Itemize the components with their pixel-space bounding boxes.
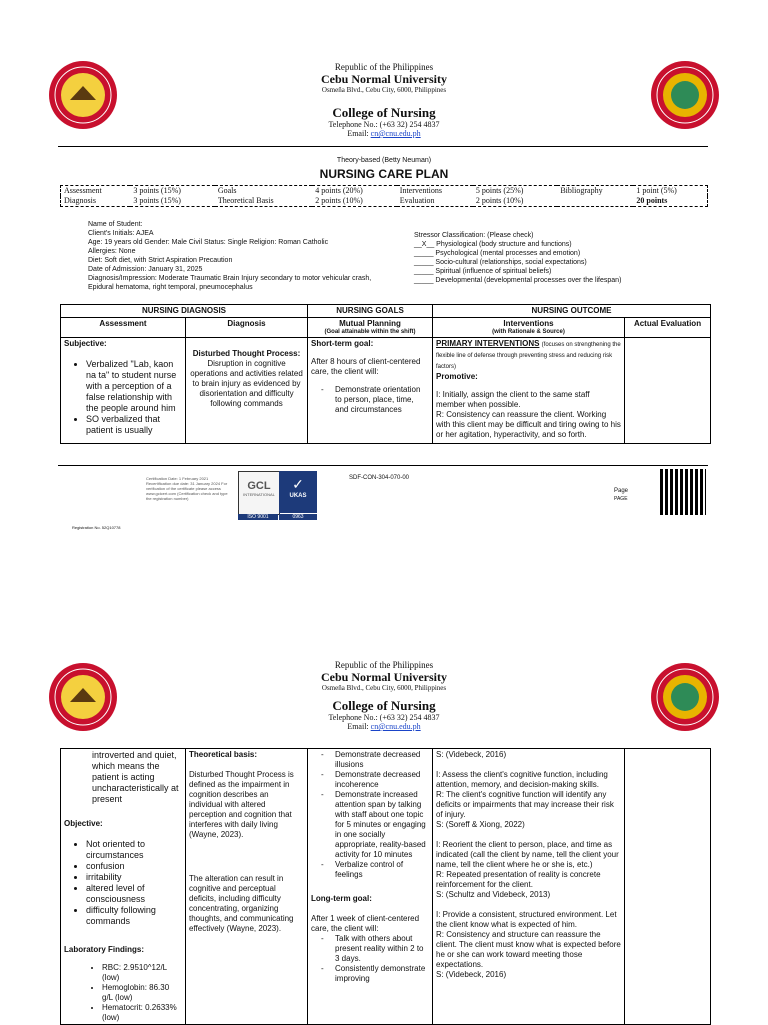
document-code: SDF-CON-304-070-00	[349, 475, 410, 481]
intervention-item: I: Initially, assign the client to the same staff member when possible.	[436, 390, 590, 409]
footer-divider	[58, 465, 708, 466]
email-label: Email:	[347, 722, 369, 731]
email-label: Email:	[347, 129, 369, 138]
points-cell: 2 points (10%)	[475, 196, 524, 205]
points-cell: 3 points (15%)	[133, 186, 181, 195]
diagnosis-text: Disruption in cognitive operations and activities related to brain injury as evidenced by disorientation and difficulty following commands	[190, 359, 303, 408]
col-interventions	[433, 318, 625, 338]
points-total: 20 points	[636, 196, 668, 205]
long-term-text: After 1 week of client-centered care, the client will:	[311, 914, 420, 933]
qr-code-icon	[660, 469, 706, 515]
lab-item: • Hemoglobin: 86.30 g/L (low)	[102, 983, 182, 1003]
ukas-number: 0963	[279, 514, 317, 520]
stressor-item: _____ Spiritual (influence of spiritual beliefs)	[414, 268, 552, 275]
goal-item: - Demonstrate increased attention span by talking with staff about one topic for 5 minutes or engaging in one socially appropriate, reality-based activity for 10 minutes	[335, 790, 429, 860]
points-cell: Theoretical Basis	[217, 196, 274, 205]
source-item: S: (Videbeck, 2016)	[436, 750, 507, 759]
email-line	[0, 129, 768, 138]
theoretical-basis-text: Disturbed Thought Process is defined as the impairment in cognition describes an individual with altered perception and cognition that interferes with daily living (Wayne, 2023).	[189, 770, 294, 839]
group-header-goals: NURSING GOALS	[308, 305, 433, 318]
stressor-item: _____ Developmental (developmental processes over the lifespan)	[414, 277, 622, 284]
assessment-continued: introverted and quiet, which means the patient is acting uncharacteristically at present	[92, 750, 179, 804]
points-cell: Interventions	[399, 186, 442, 195]
telephone: Telephone No.: (+63 32) 254 4837	[328, 713, 440, 722]
goal-item: - Demonstrate decreased illusions	[335, 750, 429, 770]
client-info	[88, 220, 418, 292]
points-cell	[557, 196, 633, 207]
rationale-item: R: The client's cognitive function will identify any deficits or impairments that may increase their risk of injury.	[436, 790, 614, 819]
objective-item: • altered level of consciousness	[86, 883, 182, 905]
university-address: Osmeña Blvd., Cebu City, 6000, Philippines	[321, 86, 447, 94]
goals-cell	[308, 338, 433, 444]
client-line: Age: 19 years old Gender: Male Civil Status: Single Religion: Roman Catholic	[88, 239, 329, 246]
gcl-logo	[238, 471, 280, 515]
points-table	[60, 185, 708, 207]
client-line: Date of Admission: January 31, 2025	[88, 266, 203, 273]
ukas-logo	[279, 471, 317, 513]
points-cell: Assessment	[64, 186, 102, 195]
college-name: College of Nursing	[332, 698, 436, 713]
client-line: Client's Initials: AJEA	[88, 230, 154, 237]
university-name: Cebu Normal University	[321, 670, 447, 684]
lab-item: • Hematocrit: 0.2633% (low)	[102, 1003, 182, 1023]
certification-text: Certification Date: 1 February 2021 Recertification due date: 31 January 2024 For verification of the certificate please access www.gcicert.com (Certification check and type the registration number)	[146, 476, 228, 501]
university-name: Cebu Normal University	[321, 72, 447, 86]
col-diagnosis: Diagnosis	[186, 318, 308, 338]
stressor-item: __X__ Physiological (body structure and functions)	[414, 241, 572, 248]
email-link[interactable]: cn@cnu.edu.ph	[370, 722, 421, 731]
client-line: Epidural hematoma, right temporal, pneumocephalus	[88, 284, 253, 291]
university-address: Osmeña Blvd., Cebu City, 6000, Philippines	[321, 684, 447, 692]
email-link[interactable]: cn@cnu.edu.ph	[370, 129, 421, 138]
long-term-label: Long-term goal:	[311, 894, 372, 903]
page-label: Page	[614, 488, 629, 494]
group-header-diagnosis: NURSING DIAGNOSIS	[61, 305, 308, 318]
short-term-text: After 8 hours of client-centered care, the client will:	[311, 357, 421, 376]
interventions-label: Interventions	[503, 319, 554, 328]
intervention-item: I: Reorient the client to person, place, and time as indicated (call the client by name, tell the client your name, tell the client where he or she is, etc.)	[436, 840, 619, 869]
republic-line: Republic of the Philippines	[334, 62, 434, 72]
interventions-note: (with Rationale & Source)	[492, 329, 565, 335]
points-cell: 1 point (5%)	[636, 186, 677, 195]
theoretical-basis-label: Theoretical basis:	[189, 750, 258, 759]
points-cell: 5 points (25%)	[475, 186, 524, 195]
care-plan-table-page1	[60, 304, 711, 444]
ukas-logo-text: UKAS	[289, 493, 307, 499]
subjective-item: • Verbalized "Lab, kaon na ta" to student nurse with a perception of a false relationship with the people around him	[86, 359, 182, 414]
primary-interventions-note: (focuses on strengthening the flexible line of defense through preventing stress and reducing risk factors)	[436, 342, 621, 370]
group-header-outcome: NURSING OUTCOME	[433, 305, 711, 318]
short-term-item: - Demonstrate orientation to person, place, time, and circumstances	[335, 385, 429, 415]
col-actual-evaluation: Actual Evaluation	[625, 318, 711, 338]
points-cell: Bibliography	[560, 186, 603, 195]
interventions-cell	[433, 749, 625, 1025]
promotive-label: Promotive:	[436, 372, 478, 381]
rationale-item: R: Consistency can reassure the client. Working with this client may be difficult and tiring owing to his or her agitation, hyperactivity, and so forth.	[436, 410, 621, 439]
source-item: S: (Videbeck, 2016)	[436, 970, 507, 979]
assessment-cell	[61, 749, 186, 1025]
objective-item: • irritability	[86, 872, 182, 883]
points-cell: 3 points (15%)	[133, 196, 181, 205]
assessment-cell	[61, 338, 186, 444]
long-term-item: - Consistently demonstrate improving	[335, 964, 429, 984]
gcl-logo-text: GCL	[247, 480, 271, 492]
subjective-label: Subjective:	[64, 339, 107, 348]
header-divider	[58, 146, 708, 147]
diagnosis-cell	[186, 338, 308, 444]
college-name: College of Nursing	[332, 105, 436, 120]
interventions-cell	[433, 338, 625, 444]
points-cell: 4 points (20%)	[315, 186, 363, 195]
stressor-classification	[414, 231, 714, 285]
client-line: Name of Student:	[88, 221, 143, 228]
page-title: NURSING CARE PLAN	[319, 167, 449, 181]
client-line: Diet: Soft diet, with Strict Aspiration Precaution	[88, 257, 233, 264]
intervention-item: I: Provide a consistent, structured environment. Let the client know what is expected of him.	[436, 910, 617, 929]
points-cell: Evaluation	[399, 196, 435, 205]
long-term-item: - Talk with others about present reality within 2 to 3 days.	[335, 934, 429, 964]
care-plan-table-page2	[60, 748, 711, 1025]
goal-item: - Demonstrate decreased incoherence	[335, 770, 429, 790]
subjective-item: • SO verbalized that patient is usually	[86, 414, 182, 436]
goals-cell	[308, 749, 433, 1025]
theory-subtitle: Theory-based (Betty Neuman)	[336, 157, 432, 164]
telephone: Telephone No.: (+63 32) 254 4837	[328, 120, 440, 129]
client-line: Diagnosis/Impression: Moderate Traumatic Brain Injury secondary to motor vehicular crash,	[88, 275, 372, 282]
mutual-planning-note: (Goal attainable within the shift)	[324, 329, 416, 335]
check-icon: ✓	[292, 476, 304, 492]
republic-line: Republic of the Philippines	[334, 660, 434, 670]
stressor-item: _____ Psychological (mental processes and emotion)	[414, 250, 581, 257]
source-item: S: (Soreff & Xiong, 2022)	[436, 820, 525, 829]
rationale-item: R: Repeated presentation of reality is concrete reinforcement for the client.	[436, 870, 601, 889]
gcl-logo-sub: INTERNATIONAL	[243, 492, 275, 497]
points-cell: Diagnosis	[64, 196, 96, 205]
points-cell: Goals	[217, 186, 237, 195]
stressor-item: _____ Socio-cultural (relationships, social expectations)	[414, 259, 587, 266]
theoretical-basis-cell	[186, 749, 308, 1025]
points-cell: 2 points (10%)	[315, 196, 363, 205]
rationale-item: R: Consistency and structure can reassure the client. The client must know what is expected before he or she can work toward meeting those expectations.	[436, 930, 621, 969]
objective-item: • Not oriented to circumstances	[86, 839, 182, 861]
goal-item: - Verbalize control of feelings	[335, 860, 429, 880]
theoretical-basis-text: The alteration can result in cognitive and perceptual deficits, including difficulty concentrating, organizing thoughts, and communicating effectively (Wayne, 2023).	[189, 874, 294, 933]
intervention-item: I: Assess the client's cognitive function, including attention, memory, and decision-making skills.	[436, 770, 608, 789]
registration-number: Registration No. 52Q10778	[72, 525, 121, 530]
mutual-planning-label: Mutual Planning	[339, 319, 401, 328]
lab-findings-label: Laboratory Findings:	[64, 945, 144, 954]
lab-item: • RBC: 2.9510^12/L (low)	[102, 963, 182, 983]
objective-item: • confusion	[86, 861, 182, 872]
iso-label: ISO 9001	[238, 514, 278, 520]
short-term-label: Short-term goal:	[311, 339, 374, 348]
objective-label: Objective:	[64, 819, 103, 828]
evaluation-cell	[625, 749, 711, 1025]
source-item: S: (Schultz and Videbeck, 2013)	[436, 890, 551, 899]
evaluation-cell	[625, 338, 711, 444]
page-field: PAGE	[614, 496, 628, 502]
stressor-title: Stressor Classification: (Please check)	[414, 232, 534, 239]
email-line	[0, 722, 768, 731]
client-line: Allergies: None	[88, 248, 136, 255]
diagnosis-title: Disturbed Thought Process:	[192, 349, 301, 358]
col-mutual-planning	[308, 318, 433, 338]
objective-item: • difficulty following commands	[86, 905, 182, 927]
primary-interventions-label: PRIMARY INTERVENTIONS	[436, 339, 540, 348]
col-assessment: Assessment	[61, 318, 186, 338]
